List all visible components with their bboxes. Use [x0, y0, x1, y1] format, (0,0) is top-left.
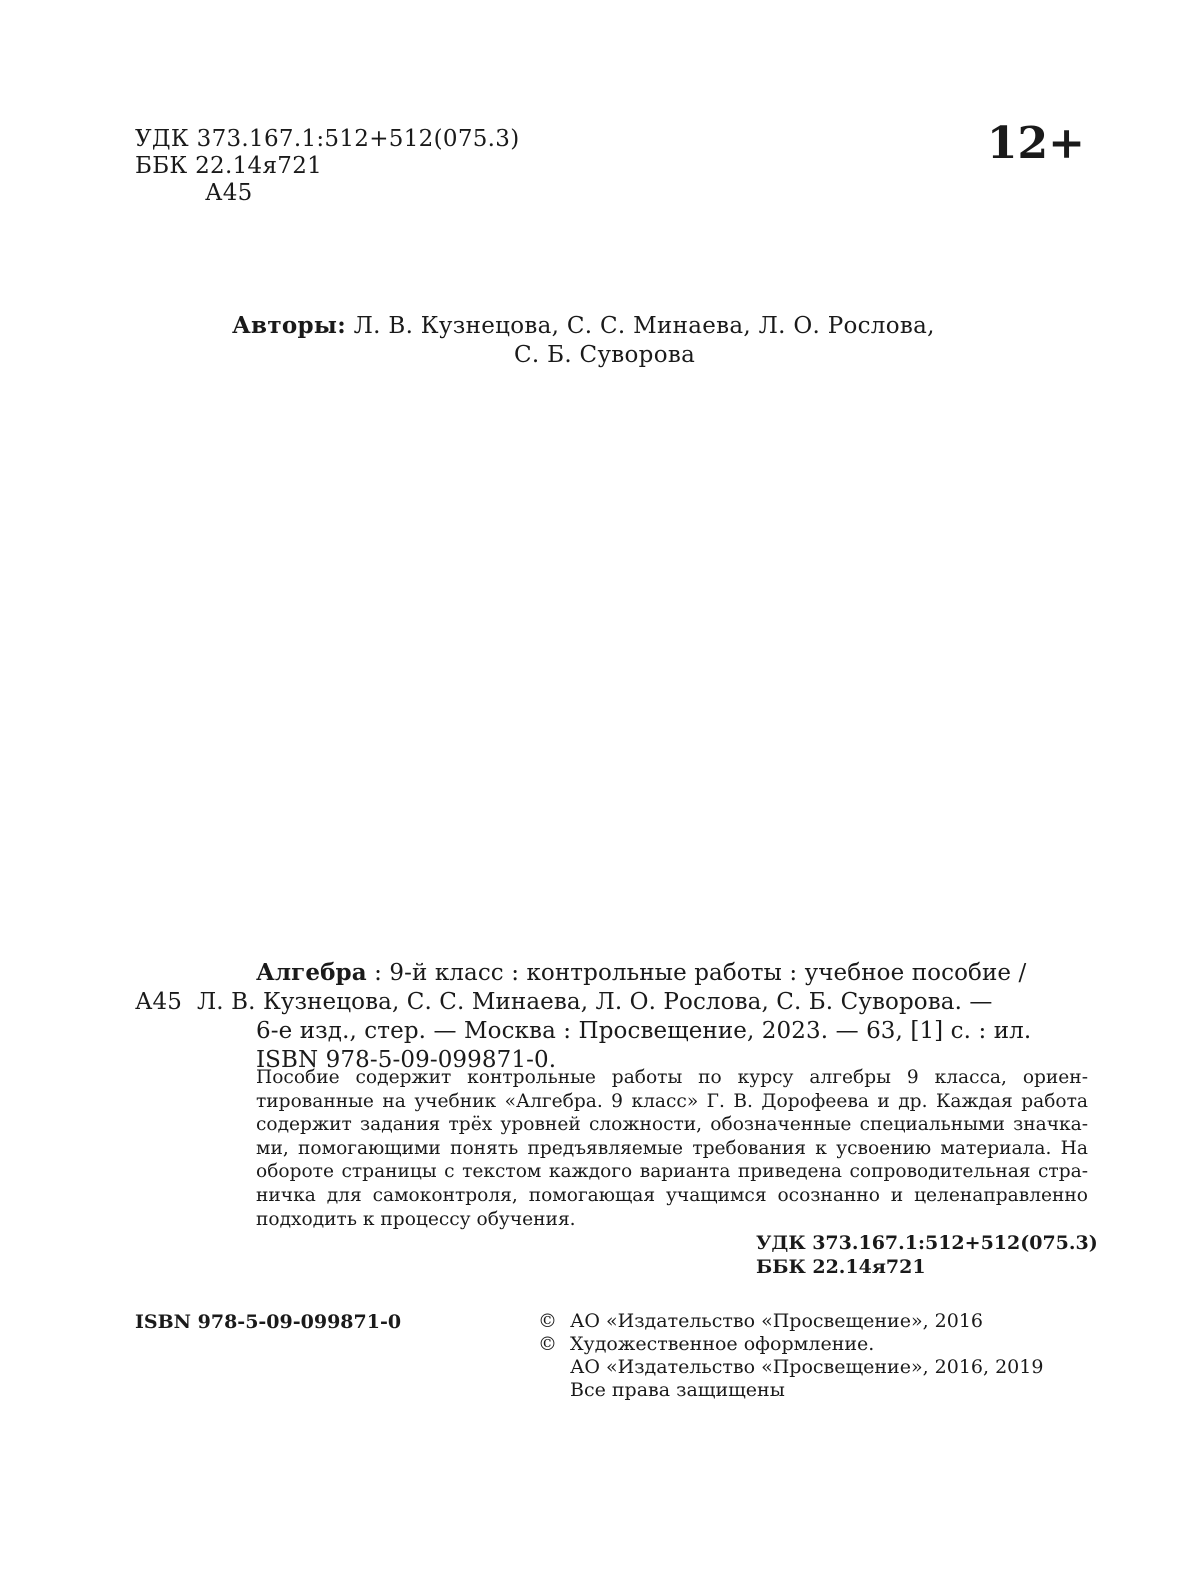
- copyright-line-4: Все права защищены: [570, 1379, 785, 1401]
- biblio-line-3: 6-е изд., стер. — Москва : Просвещение, 2023. — 63, [1] с. : ил.: [256, 1018, 1032, 1044]
- copyright-line-1: АО «Издательство «Просвещение», 2016: [570, 1310, 983, 1332]
- annotation-line: ничка для самоконтроля, помогающая учащимся осознанно и целенаправленно: [256, 1184, 1088, 1206]
- authors-label: Авторы:: [232, 312, 347, 339]
- classification-block: [135, 126, 520, 207]
- book-title: Алгебра: [256, 959, 367, 986]
- author-mark: А45: [205, 180, 253, 206]
- biblio-line-1: : 9-й класс : контрольные работы : учебное пособие /: [366, 960, 1027, 986]
- authors-line-1: Л. В. Кузнецова, С. С. Минаева, Л. О. Рослова,: [353, 313, 935, 339]
- footer-udk: УДК 373.167.1:512+512(075.3): [756, 1232, 1098, 1254]
- biblio-isbn: ISBN 978-5-09-099871-0.: [256, 1047, 557, 1073]
- copyright-icon: ©: [538, 1333, 557, 1355]
- bibliographic-record: [135, 958, 1085, 1075]
- copyright-line-2: Художественное оформление.: [570, 1333, 875, 1355]
- authors-line-2: С. Б. Суворова: [514, 342, 696, 368]
- footer-classification: [756, 1231, 1098, 1279]
- annotation-line: тированные на учебник «Алгебра. 9 класс» Г. В. Дорофеева и др. Каждая работа: [256, 1090, 1088, 1112]
- annotation-line: подходить к процессу обучения.: [256, 1208, 576, 1230]
- annotation-paragraph: [256, 1066, 1088, 1231]
- copyright-icon: ©: [538, 1310, 557, 1332]
- biblio-line-2: Л. В. Кузнецова, С. С. Минаева, Л. О. Рослова, С. Б. Суворова. —: [197, 989, 993, 1015]
- copyright-line-3: АО «Издательство «Просвещение», 2016, 2019: [570, 1356, 1044, 1378]
- copyright-block: [538, 1310, 1043, 1402]
- age-rating: 12+: [986, 118, 1085, 169]
- annotation-line: ми, помогающими понять предъявляемые требования к усвоению материала. На: [256, 1137, 1088, 1159]
- isbn: ISBN 978-5-09-099871-0: [135, 1311, 402, 1333]
- footer-bbk: ББК 22.14я721: [756, 1256, 926, 1278]
- biblio-author-mark: А45: [135, 989, 182, 1015]
- annotation-line: обороте страницы с текстом каждого варианта приведена сопроводительная стра-: [256, 1161, 1088, 1183]
- authors-block: [232, 311, 935, 370]
- udk-code: УДК 373.167.1:512+512(075.3): [135, 126, 520, 152]
- annotation-line: Пособие содержит контрольные работы по курсу алгебры 9 класса, ориен-: [256, 1067, 1088, 1088]
- annotation-line: содержит задания трёх уровней сложности, обозначенные специальными значка-: [256, 1114, 1088, 1136]
- bbk-code: ББК 22.14я721: [135, 153, 323, 179]
